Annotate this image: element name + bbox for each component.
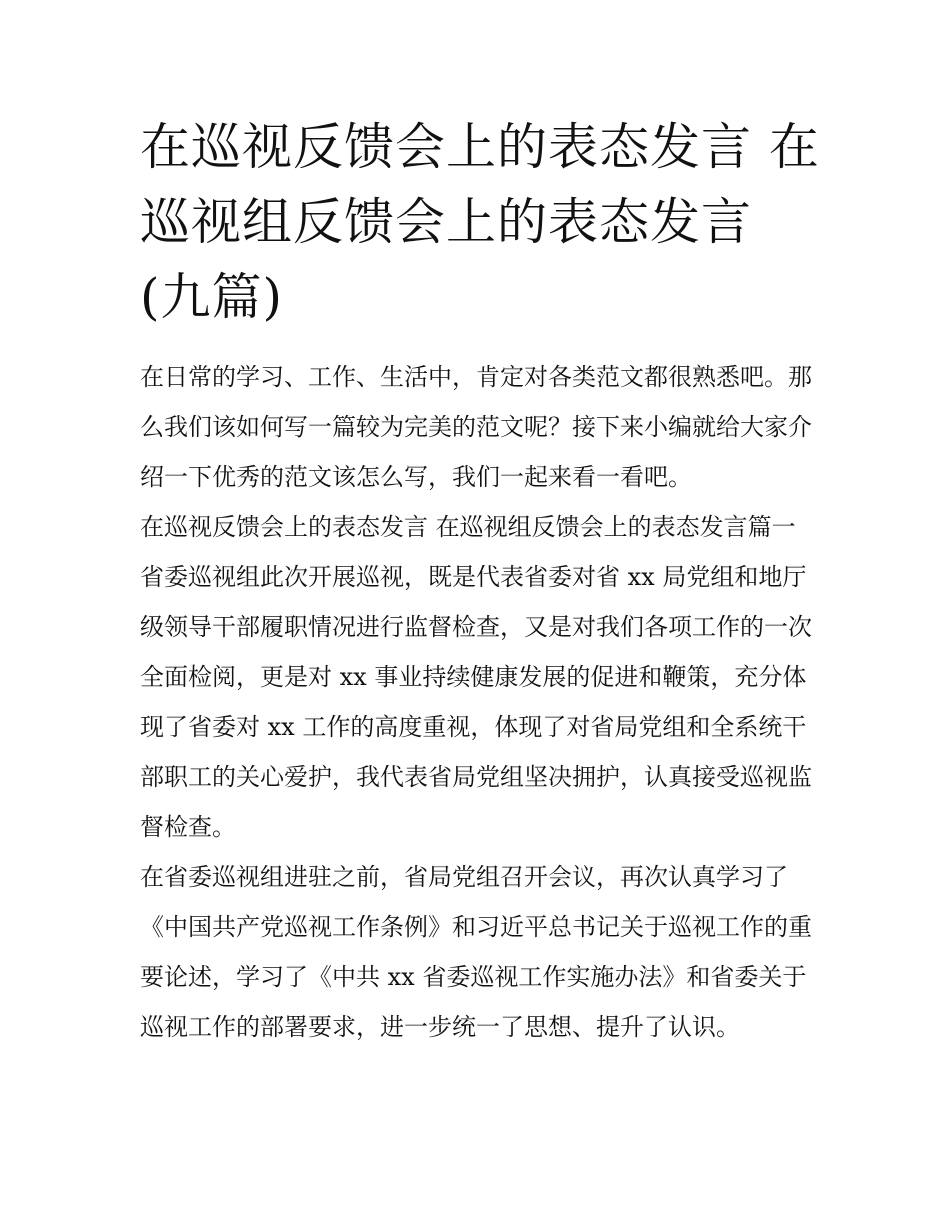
- document-body: [140, 352, 820, 1052]
- body-paragraph: 省委巡视组此次开展巡视，既是代表省委对省 xx 局党组和地厅级领导干部履职情况进行监督检查，又是对我们各项工作的一次全面检阅，更是对 xx 事业持续健康发展的促进和鞭策，充分体现了省委对 xx 工作的高度重视，体现了对省局党组和全系统干部职工的关心爱护，我代表省局党组坚决拥护，认真接受巡视监督检查。: [140, 563, 812, 841]
- body-paragraph: 在省委巡视组进驻之前，省局党组召开会议，再次认真学习了《中国共产党巡视工作条例》和习近平总书记关于巡视工作的重要论述，学习了《中共 xx 省委巡视工作实施办法》和省委关于巡视工作的部署要求，进一步统一了思想、提升了认识。: [140, 863, 812, 1041]
- intro-paragraph: 在日常的学习、工作、生活中，肯定对各类范文都很熟悉吧。那么我们该如何写一篇较为完美的范文呢？接下来小编就给大家介绍一下优秀的范文该怎么写，我们一起来看一看吧。: [140, 363, 812, 491]
- document-title: 在巡视反馈会上的表态发言 在巡视组反馈会上的表态发言(九篇): [140, 118, 820, 326]
- section-heading: 在巡视反馈会上的表态发言 在巡视组反馈会上的表态发言篇一: [140, 513, 796, 541]
